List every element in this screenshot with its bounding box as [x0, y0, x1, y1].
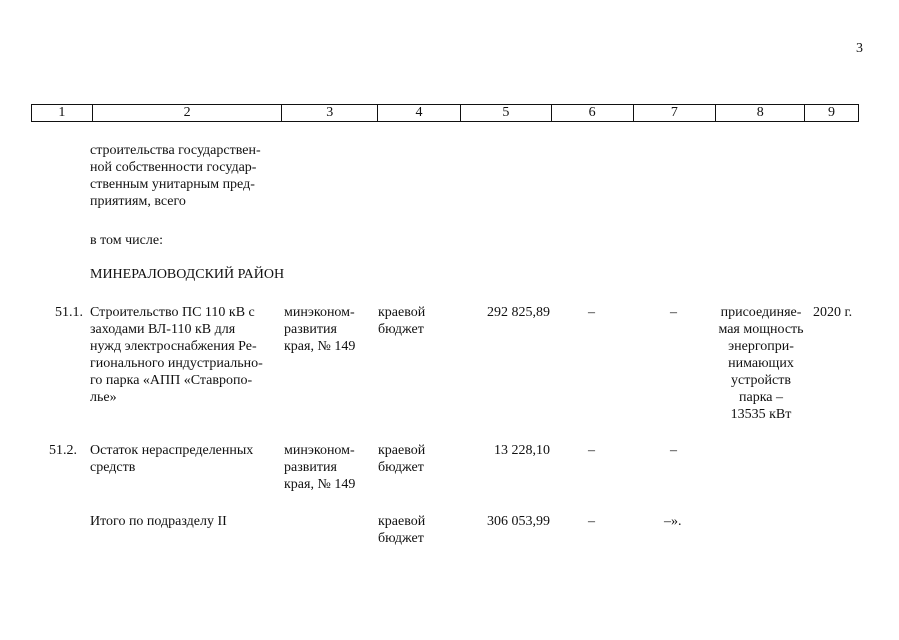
- column-number-header: [31, 104, 859, 122]
- total-source: краевой бюджет: [378, 514, 426, 546]
- row-51-1-year: 2020 г.: [813, 305, 853, 320]
- row-51-1-name: Строительство ПС 110 кВ с заходами ВЛ-110 кВ для нужд электроснабжения Ре- гионального индустриально- го парка «АПП «Ставропо- лье»: [90, 305, 263, 405]
- intro-text: строительства государствен- ной собственности государ- ственным унитарным пред- приятиям, всего: [90, 143, 261, 209]
- total-col6: –: [588, 514, 595, 529]
- row-51-1-executor: минэконом- развития края, № 149: [284, 305, 356, 354]
- row-51-2-name: Остаток нераспределенных средств: [90, 443, 254, 475]
- district-heading: МИНЕРАЛОВОДСКИЙ РАЙОН: [90, 267, 285, 282]
- header-col-5: 5: [461, 105, 552, 121]
- row-51-1-col6: –: [588, 305, 595, 320]
- row-51-2-col6: –: [588, 443, 595, 458]
- row-51-1-source: краевой бюджет: [378, 305, 426, 337]
- header-col-6: 6: [552, 105, 634, 121]
- total-col7: –».: [664, 514, 682, 529]
- header-col-4: 4: [378, 105, 461, 121]
- row-51-1-col7: –: [670, 305, 677, 320]
- page-number: 3: [856, 41, 863, 56]
- row-51-1-indicator: присоединяе- мая мощность энергопри- нимающих устройств парка – 13535 кВт: [718, 305, 804, 422]
- row-51-2-executor: минэконом- развития края, № 149: [284, 443, 356, 492]
- header-col-3: 3: [282, 105, 378, 121]
- header-col-1: 1: [32, 105, 93, 121]
- total-label: Итого по подразделу II: [90, 514, 227, 529]
- row-51-1-amount: 292 825,89: [487, 305, 550, 320]
- total-amount: 306 053,99: [487, 514, 550, 529]
- row-51-2-number: 51.2.: [49, 443, 77, 458]
- row-51-2-amount: 13 228,10: [494, 443, 550, 458]
- header-col-2: 2: [93, 105, 283, 121]
- header-col-8: 8: [716, 105, 805, 121]
- row-51-2-source: краевой бюджет: [378, 443, 426, 475]
- header-col-7: 7: [634, 105, 717, 121]
- row-51-2-col7: –: [670, 443, 677, 458]
- header-col-9: 9: [828, 105, 836, 120]
- row-51-1-number: 51.1.: [55, 305, 83, 320]
- including-label: в том числе:: [90, 233, 163, 248]
